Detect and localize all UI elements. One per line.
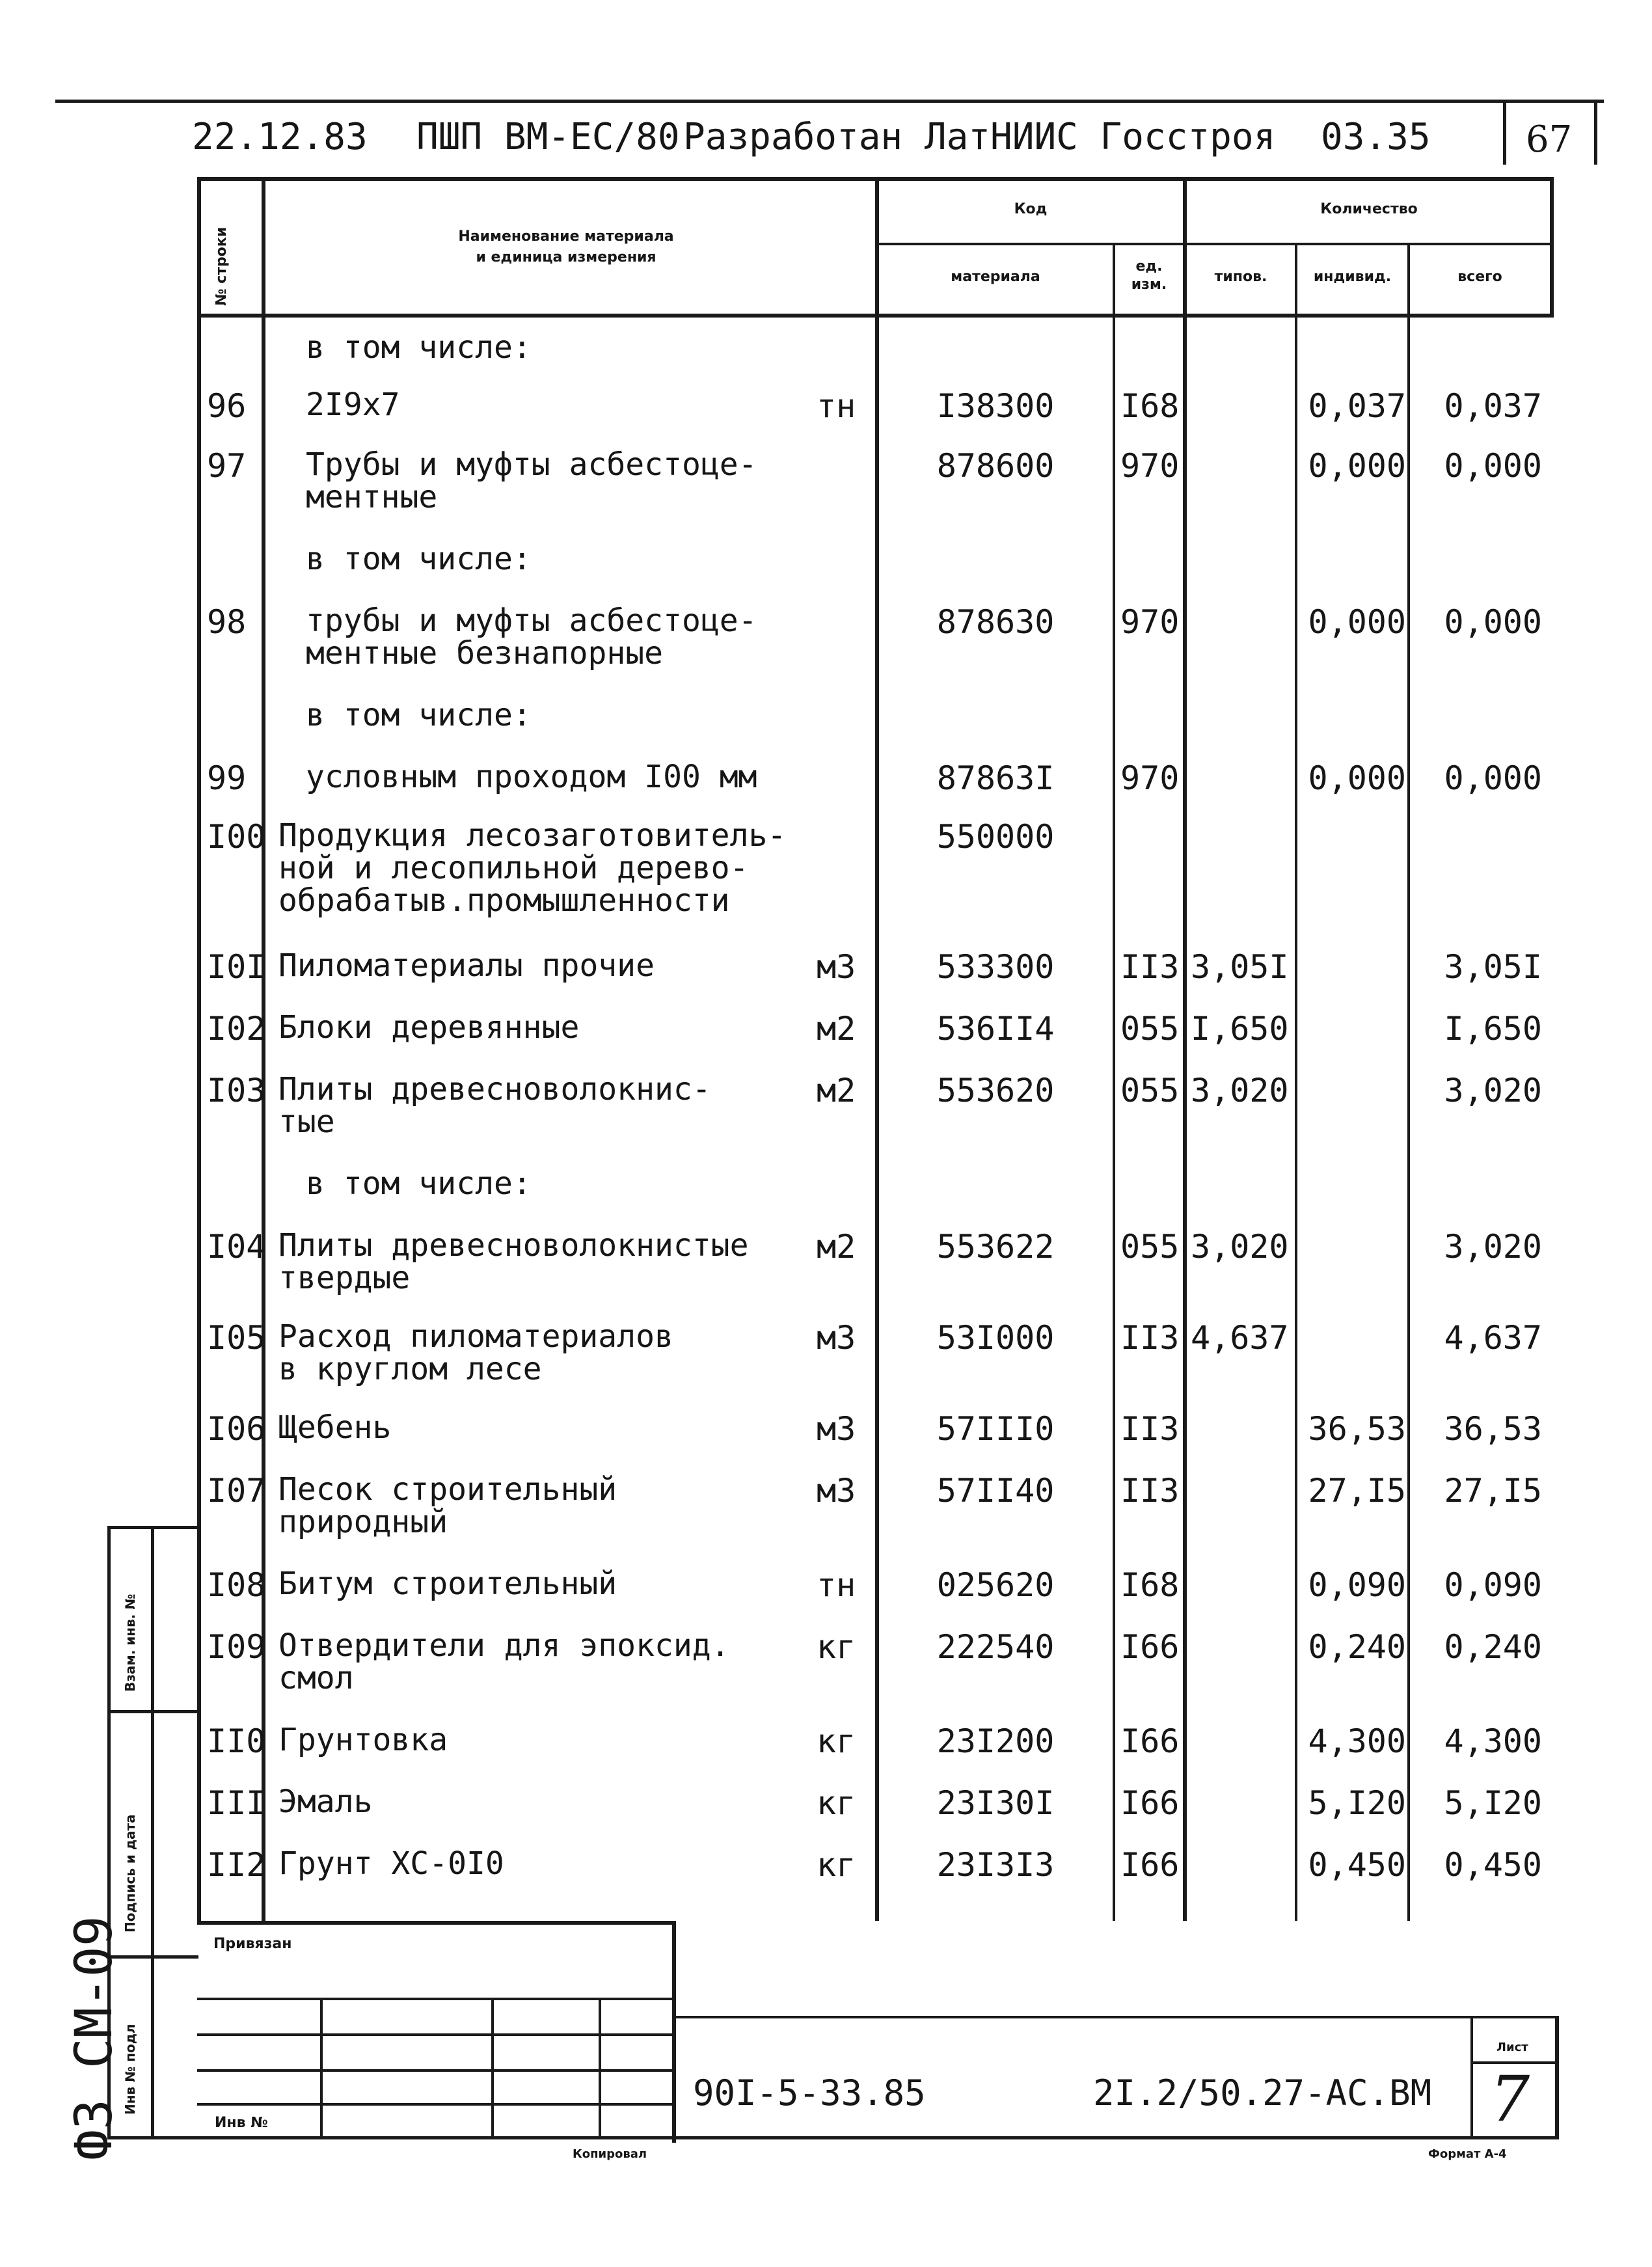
side-frame-h1 [107, 1710, 198, 1713]
row-name-line: Трубы и муфты асбестоце- [306, 446, 757, 483]
row-name-line: природный [278, 1504, 448, 1540]
row-individual: 0,000 [1308, 447, 1406, 485]
header-program: ПШП ВМ-ЕС/80 [416, 116, 680, 158]
row-number: I00 [207, 818, 266, 856]
row-typical: I,650 [1191, 1010, 1289, 1048]
side-frame-top [107, 1526, 198, 1529]
row-total: 0,000 [1444, 447, 1542, 485]
row-unit-code: II3 [1120, 1410, 1180, 1448]
side-sign-date: Подпись и дата [122, 1814, 138, 1933]
row-name-line: трубы и муфты асбестоце- [306, 603, 757, 639]
row-name-line: Блоки деревянные [278, 1009, 580, 1046]
col-header-typical: типов. [1214, 269, 1267, 285]
row-material-code: 87863I [936, 759, 1055, 797]
row-name-line: Расход пиломатериалов [278, 1318, 673, 1355]
header-developer: Разработан ЛатНИИС Госстроя [683, 116, 1276, 158]
row-unit-code: I68 [1120, 387, 1180, 425]
row-unit: м2 [817, 1010, 856, 1048]
bound-grid-v2 [491, 1998, 494, 2139]
row-unit-code: II3 [1120, 948, 1180, 986]
row-total: 3,020 [1444, 1228, 1542, 1266]
row-name-line: Песок строительный [278, 1471, 617, 1508]
row-material-code: 536II4 [936, 1010, 1055, 1048]
col-div-material [1113, 243, 1115, 1921]
title-block-bottom [197, 2136, 1558, 2139]
row-number: I02 [207, 1010, 266, 1048]
title-block-right [1555, 2016, 1559, 2139]
header-code: 03.35 [1321, 116, 1431, 158]
row-unit-code: I66 [1120, 1784, 1180, 1822]
row-unit-code: II3 [1120, 1319, 1180, 1357]
doc-code: 90I-5-33.85 [693, 2072, 926, 2113]
row-material-code: 878600 [936, 447, 1055, 485]
page-number: 67 [1526, 118, 1573, 161]
row-name-line: в том числе: [306, 697, 532, 733]
row-unit-code: I66 [1120, 1628, 1180, 1666]
row-name-line: в том числе: [306, 541, 532, 577]
row-total: 0,037 [1444, 387, 1542, 425]
row-unit: м3 [817, 1319, 856, 1357]
row-unit-code: 055 [1120, 1072, 1180, 1109]
row-name-line: условным проходом I00 мм [306, 759, 757, 795]
row-name-line: тые [278, 1104, 335, 1140]
row-total: 4,300 [1444, 1722, 1542, 1760]
row-material-code: 23I3I3 [936, 1846, 1055, 1884]
row-total: 0,240 [1444, 1628, 1542, 1666]
row-name-line: в том числе: [306, 1165, 532, 1202]
col-header-name-1: Наименование материала [458, 228, 674, 245]
row-individual: 0,090 [1308, 1566, 1406, 1604]
row-total: 0,090 [1444, 1566, 1542, 1604]
row-total: 3,020 [1444, 1072, 1542, 1109]
col-div-individual [1407, 243, 1410, 1921]
sheet-label: Лист [1496, 2041, 1528, 2054]
row-unit-code: 970 [1120, 447, 1180, 485]
row-number: I08 [207, 1566, 266, 1604]
row-name-line: Плиты древесноволокнистые [278, 1227, 749, 1264]
row-name-line: Щебень [278, 1409, 392, 1446]
row-number: I03 [207, 1072, 266, 1109]
table-right-border [1550, 177, 1554, 318]
row-name-line: обрабатыв.промышленности [278, 882, 730, 919]
row-unit-code: I68 [1120, 1566, 1180, 1604]
row-number: 96 [207, 387, 247, 425]
bound-label: Привязан [213, 1936, 292, 1952]
title-block-top [672, 2016, 1558, 2018]
top-rule [55, 100, 1604, 103]
row-number: I04 [207, 1228, 266, 1266]
sheet-box-left [1470, 2016, 1473, 2139]
row-unit-code: 970 [1120, 603, 1180, 641]
row-material-code: 57II40 [936, 1472, 1055, 1510]
row-number: I0I [207, 948, 266, 986]
row-name-line: ной и лесопильной дерево- [278, 850, 749, 886]
row-name-line: Плиты древесноволокнис- [278, 1071, 711, 1107]
row-unit: кг [817, 1628, 856, 1666]
col-header-code: Код [1014, 201, 1048, 217]
row-material-code: 550000 [936, 818, 1055, 856]
row-material-code: 57III0 [936, 1410, 1055, 1448]
row-material-code: 222540 [936, 1628, 1055, 1666]
row-individual: 0,000 [1308, 759, 1406, 797]
row-unit-code: 970 [1120, 759, 1180, 797]
row-material-code: 53I000 [936, 1319, 1055, 1357]
row-total: 36,53 [1444, 1410, 1542, 1448]
row-number: I06 [207, 1410, 266, 1448]
row-material-code: 025620 [936, 1566, 1055, 1604]
col-div-typical [1295, 243, 1297, 1921]
row-unit: кг [817, 1722, 856, 1760]
col-header-unit-2: изм. [1131, 277, 1167, 293]
row-number: 99 [207, 759, 247, 797]
row-total: 0,000 [1444, 603, 1542, 641]
row-name-line: в круглом лесе [278, 1351, 542, 1387]
inv-label: Инв № [215, 2115, 268, 2131]
row-unit: тн [817, 387, 856, 425]
row-material-code: 23I200 [936, 1722, 1055, 1760]
row-total: 0,000 [1444, 759, 1542, 797]
table-left-border [197, 177, 201, 1921]
side-stamp: Ф3 СМ-09 [65, 1916, 124, 2160]
row-unit-code: I66 [1120, 1722, 1180, 1760]
row-number: II2 [207, 1846, 266, 1884]
row-name-line: Грунтовка [278, 1722, 448, 1758]
row-name-line: Пиломатериалы прочие [278, 947, 655, 984]
row-material-code: 553622 [936, 1228, 1055, 1266]
row-individual: 5,I20 [1308, 1784, 1406, 1822]
row-individual: 0,037 [1308, 387, 1406, 425]
row-name-line: смол [278, 1660, 354, 1696]
header-date: 22.12.83 [192, 116, 368, 158]
row-name-line: Эмаль [278, 1784, 373, 1820]
col-header-row-no: № строки [213, 226, 230, 306]
sheet-number: 7 [1490, 2063, 1530, 2136]
row-material-code: I38300 [936, 387, 1055, 425]
bound-grid-v1 [320, 1998, 323, 2139]
row-individual: 4,300 [1308, 1722, 1406, 1760]
row-unit: м2 [817, 1228, 856, 1266]
row-total: 27,I5 [1444, 1472, 1542, 1510]
row-total: I,650 [1444, 1010, 1542, 1048]
row-individual: 27,I5 [1308, 1472, 1406, 1510]
row-individual: 0,240 [1308, 1628, 1406, 1666]
row-name-line: твердые [278, 1260, 411, 1296]
row-material-code: 23I30I [936, 1784, 1055, 1822]
row-number: I05 [207, 1319, 266, 1357]
col-div-unit [1183, 177, 1187, 1921]
row-unit: м2 [817, 1072, 856, 1109]
row-name-line: Грунт ХС-0I0 [278, 1845, 504, 1882]
side-inv-original: Инв № подл [122, 2024, 138, 2115]
col-header-individual: индивид. [1313, 269, 1392, 285]
row-number: 98 [207, 603, 247, 641]
row-individual: 36,53 [1308, 1410, 1406, 1448]
row-material-code: 533300 [936, 948, 1055, 986]
col-header-name-2: и единица измерения [476, 249, 657, 265]
col-header-material: материала [951, 269, 1040, 285]
row-name-line: в том числе: [306, 329, 532, 366]
row-name-line: ментные [306, 479, 438, 515]
row-material-code: 878630 [936, 603, 1055, 641]
col-header-total: всего [1457, 269, 1502, 285]
row-name-line: ментные безнапорные [306, 635, 664, 672]
row-unit-code: 055 [1120, 1228, 1180, 1266]
row-individual: 0,450 [1308, 1846, 1406, 1884]
row-number: 97 [207, 447, 247, 485]
row-number: I09 [207, 1628, 266, 1666]
row-total: 3,05I [1444, 948, 1542, 986]
row-unit: м3 [817, 948, 856, 986]
bound-block [197, 1921, 676, 2143]
row-total: 4,637 [1444, 1319, 1542, 1357]
header-subdivider [875, 243, 1552, 245]
row-material-code: 553620 [936, 1072, 1055, 1109]
copied-label: Копировал [573, 2147, 647, 2161]
col-header-unit-1: ед. [1135, 258, 1163, 275]
row-number: II0 [207, 1722, 266, 1760]
row-name-line: 2I9x7 [306, 387, 400, 423]
row-unit: м3 [817, 1472, 856, 1510]
row-typical: 3,05I [1191, 948, 1289, 986]
format-label: Формат А-4 [1428, 2147, 1507, 2161]
sheet-code: 2I.2/50.27-АС.ВМ [1093, 2072, 1432, 2113]
row-unit: кг [817, 1784, 856, 1822]
row-unit: тн [817, 1566, 856, 1604]
row-unit: кг [817, 1846, 856, 1884]
row-typical: 3,020 [1191, 1072, 1289, 1109]
col-header-quantity: Количество [1320, 201, 1418, 217]
row-total: 0,450 [1444, 1846, 1542, 1884]
row-individual: 0,000 [1308, 603, 1406, 641]
row-typical: 3,020 [1191, 1228, 1289, 1266]
row-total: 5,I20 [1444, 1784, 1542, 1822]
row-unit-code: II3 [1120, 1472, 1180, 1510]
side-replace-inv: Взам. инв. № [122, 1594, 138, 1692]
bound-grid-v3 [599, 1998, 601, 2139]
row-number: I07 [207, 1472, 266, 1510]
row-unit: м3 [817, 1410, 856, 1448]
row-name-line: Отвердители для эпоксид. [278, 1627, 730, 1664]
row-number: III [207, 1784, 266, 1822]
row-unit-code: 055 [1120, 1010, 1180, 1048]
row-name-line: Продукция лесозаготовитель- [278, 817, 787, 854]
row-unit-code: I66 [1120, 1846, 1180, 1884]
side-frame-inner [151, 1528, 154, 2139]
row-typical: 4,637 [1191, 1319, 1289, 1357]
row-name-line: Битум строительный [278, 1566, 617, 1602]
